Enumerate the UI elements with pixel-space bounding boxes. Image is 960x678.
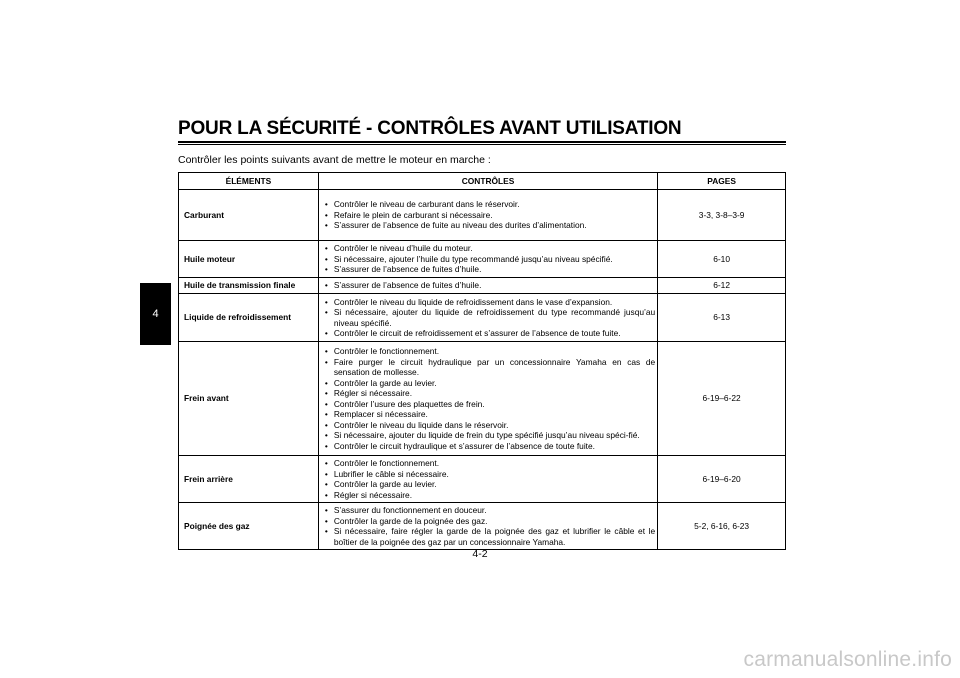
pages-cell: 3-3, 3-8–3-9: [658, 190, 786, 241]
controls-cell: [318, 294, 657, 342]
checks-table: [178, 172, 786, 550]
control-item: • Contrôler le fonctionnement.: [323, 458, 655, 469]
control-item: • Régler si nécessaire.: [323, 388, 655, 399]
control-item: • Contrôler le circuit de refroidissement et s’assurer de l’absence de toute fuite.: [323, 328, 655, 339]
control-item: • Si nécessaire, faire régler la garde de la poignée des gaz et lubrifier le câble et le boîtier de la poignée des gaz par un concessionnaire Yamaha.: [323, 526, 655, 547]
pages-cell: 6-19–6-22: [658, 342, 786, 456]
control-item: • Remplacer si nécessaire.: [323, 409, 655, 420]
header-pages: PAGES: [658, 173, 786, 190]
element-cell: Carburant: [179, 190, 319, 241]
table-row: [179, 503, 786, 550]
element-cell: Poignée des gaz: [179, 503, 319, 550]
element-cell: Huile de transmission finale: [179, 278, 319, 294]
title-rule: [178, 141, 786, 143]
control-item: • Contrôler la garde de la poignée des gaz.: [323, 516, 655, 527]
table-header-row: [179, 173, 786, 190]
element-cell: Frein avant: [179, 342, 319, 456]
control-item: • Contrôler le niveau du liquide de refroidissement dans le vase d’expansion.: [323, 297, 655, 308]
control-item: • Contrôler le niveau d’huile du moteur.: [323, 243, 655, 254]
element-cell: Frein arrière: [179, 456, 319, 503]
pages-cell: 6-19–6-20: [658, 456, 786, 503]
table-row: [179, 278, 786, 294]
control-item: • Faire purger le circuit hydraulique par un concessionnaire Yamaha en cas de sensation de mollesse.: [323, 357, 655, 378]
controls-cell: [318, 241, 657, 278]
control-item: • Contrôler l’usure des plaquettes de frein.: [323, 399, 655, 410]
control-item: • S’assurer de l’absence de fuites d’huile.: [323, 280, 655, 291]
title-rule-thin: [178, 144, 786, 145]
controls-cell: [318, 342, 657, 456]
control-item: • Si nécessaire, ajouter l’huile du type recommandé jusqu’au niveau spécifié.: [323, 254, 655, 265]
watermark-text: carmanualsonline.info: [743, 648, 952, 671]
control-item: • Contrôler le niveau de carburant dans le réservoir.: [323, 199, 655, 210]
controls-cell: [318, 503, 657, 550]
control-item: • Refaire le plein de carburant si nécessaire.: [323, 210, 655, 221]
table-row: [179, 294, 786, 342]
table-row: [179, 241, 786, 278]
chapter-tab-label: 4: [152, 308, 159, 320]
control-item: • Contrôler le circuit hydraulique et s’assurer de l’absence de toute fuite.: [323, 441, 655, 452]
header-controls: CONTRÔLES: [318, 173, 657, 190]
chapter-tab: [140, 283, 171, 345]
pages-cell: 6-13: [658, 294, 786, 342]
element-cell: Huile moteur: [179, 241, 319, 278]
header-elements: ÉLÉMENTS: [179, 173, 319, 190]
control-item: • S’assurer du fonctionnement en douceur.: [323, 505, 655, 516]
control-item: • Régler si nécessaire.: [323, 490, 655, 501]
table-row: [179, 342, 786, 456]
control-item: • S’assurer de l’absence de fuites d’huile.: [323, 264, 655, 275]
pages-cell: 6-12: [658, 278, 786, 294]
control-item: • Contrôler la garde au levier.: [323, 378, 655, 389]
pages-cell: 6-10: [658, 241, 786, 278]
control-item: • Contrôler le niveau du liquide dans le réservoir.: [323, 420, 655, 431]
control-item: • Contrôler le fonctionnement.: [323, 346, 655, 357]
control-item: • Contrôler la garde au levier.: [323, 479, 655, 490]
pages-cell: 5-2, 6-16, 6-23: [658, 503, 786, 550]
control-item: • Si nécessaire, ajouter du liquide de refroidissement du type recommandé jusqu’au niveau spécifié.: [323, 307, 655, 328]
controls-cell: [318, 278, 657, 294]
table-row: [179, 456, 786, 503]
control-item: • Si nécessaire, ajouter du liquide de frein du type spécifié jusqu’au niveau spéci-fié.: [323, 430, 655, 441]
intro-text: Contrôler les points suivants avant de mettre le moteur en marche :: [178, 154, 491, 166]
element-cell: Liquide de refroidissement: [179, 294, 319, 342]
controls-cell: [318, 190, 657, 241]
page-number: 4-2: [472, 548, 488, 560]
control-item: • S’assurer de l’absence de fuite au niveau des durites d’alimentation.: [323, 220, 655, 231]
page-title: POUR LA SÉCURITÉ - CONTRÔLES AVANT UTILISATION: [178, 118, 682, 139]
table-row: [179, 190, 786, 241]
control-item: • Lubrifier le câble si nécessaire.: [323, 469, 655, 480]
controls-cell: [318, 456, 657, 503]
